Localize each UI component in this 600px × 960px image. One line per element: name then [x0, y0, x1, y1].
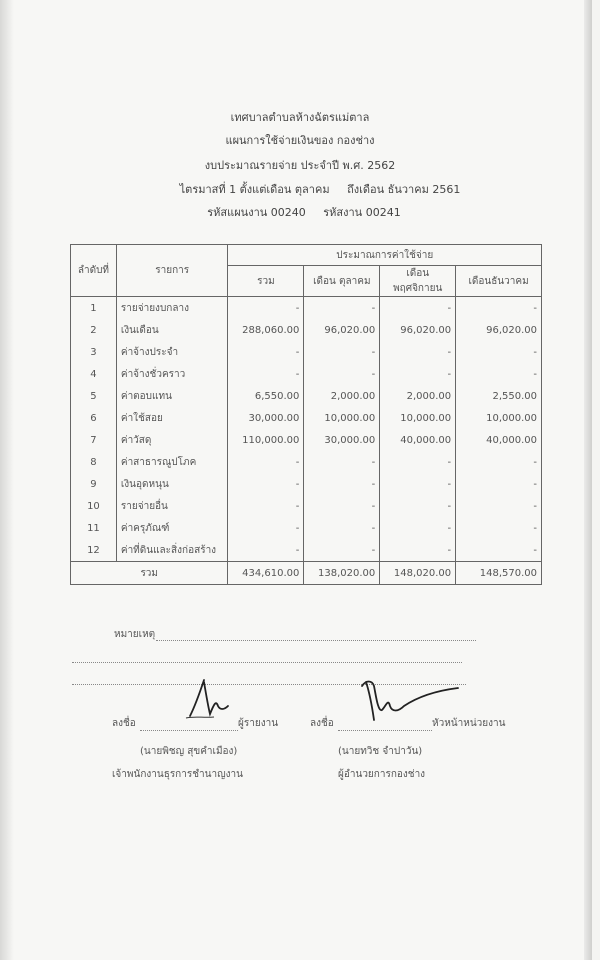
row-month2: - [380, 473, 456, 495]
left-sign-line [140, 730, 238, 731]
row-total: - [228, 473, 304, 495]
left-sign-prefix: ลงชื่อ [112, 718, 136, 729]
from-label: ตั้งแต่เดือน [239, 183, 292, 196]
row-no: 8 [71, 451, 117, 473]
row-item: ค่าใช้สอย [116, 407, 228, 429]
row-month2: - [380, 341, 456, 363]
to-year: 2561 [432, 183, 461, 196]
code-line [4, 203, 600, 221]
right-signer-name: (นายทวิช จำปาวัน) [338, 746, 423, 757]
row-no: 1 [71, 297, 117, 320]
budget-title: งบประมาณรายจ่าย ประจำปี พ.ศ. 2562 [204, 159, 396, 172]
right-sign-prefix: ลงชื่อ [310, 718, 334, 729]
total-label: รวม [71, 562, 228, 585]
row-month3: - [456, 495, 542, 517]
plan-code: 00240 [270, 206, 306, 219]
row-no: 10 [71, 495, 117, 517]
col-header-month2: เดือน พฤศจิกายน [380, 266, 456, 297]
row-no: 5 [71, 385, 117, 407]
table-row [71, 363, 542, 385]
table-total-row [71, 562, 542, 585]
table-row [71, 385, 542, 407]
table-row [71, 341, 542, 363]
row-total: - [228, 363, 304, 385]
table-row [71, 473, 542, 495]
row-no: 3 [71, 341, 117, 363]
table-row [71, 451, 542, 473]
row-month1: - [304, 473, 380, 495]
plan-code-label: รหัสแผนงาน [207, 206, 268, 219]
row-total: 110,000.00 [228, 429, 304, 451]
row-item: รายจ่ายงบกลาง [116, 297, 228, 320]
row-no: 7 [71, 429, 117, 451]
row-month3: - [456, 341, 542, 363]
plan-title: แผนการใช้จ่ายเงินของ กองช่าง [225, 134, 375, 147]
left-signer-position: เจ้าพนักงานธุรการชำนาญงาน [112, 769, 243, 780]
row-no: 6 [71, 407, 117, 429]
note-dotline-1 [156, 640, 476, 641]
right-signer-position: ผู้อำนวยการกองช่าง [338, 769, 426, 780]
table-row [71, 517, 542, 539]
row-month1: 30,000.00 [304, 429, 380, 451]
row-month3: 96,020.00 [456, 319, 542, 341]
budget-table [70, 244, 542, 585]
row-month3: - [456, 517, 542, 539]
row-no: 9 [71, 473, 117, 495]
note-dotline-2 [72, 662, 462, 663]
row-month1: - [304, 297, 380, 320]
row-month1: 96,020.00 [304, 319, 380, 341]
row-item: ค่าวัสดุ [116, 429, 228, 451]
row-total: - [228, 495, 304, 517]
row-month1: - [304, 451, 380, 473]
row-month2: - [380, 517, 456, 539]
col-header-group: ประมาณการค่าใช้จ่าย [228, 245, 542, 266]
row-total: - [228, 341, 304, 363]
to-label: ถึงเดือน [347, 183, 385, 196]
row-month2: 96,020.00 [380, 319, 456, 341]
row-month3: - [456, 539, 542, 562]
row-month3: 40,000.00 [456, 429, 542, 451]
row-month1: - [304, 363, 380, 385]
row-month3: - [456, 473, 542, 495]
row-month2: - [380, 363, 456, 385]
quarter-line [20, 180, 600, 198]
right-signature-mark [352, 676, 464, 728]
row-month3: 10,000.00 [456, 407, 542, 429]
row-item: ค่าจ้างชั่วคราว [116, 363, 228, 385]
note-label: หมายเหตุ [114, 629, 156, 640]
quarter-number: 1 [229, 183, 237, 196]
from-month: ตุลาคม [294, 183, 330, 196]
row-no: 4 [71, 363, 117, 385]
table-row [71, 297, 542, 320]
left-sign-role: ผู้รายงาน [238, 718, 279, 729]
left-signature-mark [178, 676, 232, 724]
row-total: 6,550.00 [228, 385, 304, 407]
row-item: ค่าสาธารณูปโภค [116, 451, 228, 473]
job-code: 00241 [365, 206, 401, 219]
row-total: - [228, 517, 304, 539]
table-row [71, 429, 542, 451]
row-month3: - [456, 297, 542, 320]
left-signer-name: (นายพิชญ สุขคำเมือง) [140, 746, 238, 757]
table-row [71, 495, 542, 517]
row-month3: 2,550.00 [456, 385, 542, 407]
right-sign-role: หัวหน้าหน่วยงาน [432, 718, 506, 729]
row-item: รายจ่ายอื่น [116, 495, 228, 517]
job-code-label: รหัสงาน [323, 206, 363, 219]
row-total: - [228, 297, 304, 320]
table-row [71, 319, 542, 341]
row-month1: - [304, 539, 380, 562]
row-item: ค่าตอบแทน [116, 385, 228, 407]
col-header-item: รายการ [116, 245, 228, 297]
col-header-total: รวม [228, 266, 304, 297]
col-header-month3: เดือนธันวาคม [456, 266, 542, 297]
to-month: ธันวาคม [387, 183, 429, 196]
total-month2: 148,020.00 [380, 562, 456, 585]
table-header-row [71, 245, 542, 266]
row-item: ค่าครุภัณฑ์ [116, 517, 228, 539]
row-month2: 40,000.00 [380, 429, 456, 451]
total-sum: 434,610.00 [228, 562, 304, 585]
row-total: - [228, 539, 304, 562]
row-month1: - [304, 341, 380, 363]
row-month2: - [380, 495, 456, 517]
row-item: เงินเดือน [116, 319, 228, 341]
row-month3: - [456, 451, 542, 473]
total-month3: 148,570.00 [456, 562, 542, 585]
row-month2: - [380, 539, 456, 562]
row-month2: 2,000.00 [380, 385, 456, 407]
total-month1: 138,020.00 [304, 562, 380, 585]
row-month1: 2,000.00 [304, 385, 380, 407]
row-month2: 10,000.00 [380, 407, 456, 429]
row-no: 11 [71, 517, 117, 539]
row-total: 30,000.00 [228, 407, 304, 429]
org-title: เทศบาลตำบลห้างฉัตรแม่ตาล [230, 111, 370, 124]
row-total: 288,060.00 [228, 319, 304, 341]
table-row [71, 407, 542, 429]
row-month1: - [304, 517, 380, 539]
row-no: 2 [71, 319, 117, 341]
row-month3: - [456, 363, 542, 385]
col-header-month1: เดือน ตุลาคม [304, 266, 380, 297]
table-body [71, 297, 542, 585]
row-item: ค่าจ้างประจำ [116, 341, 228, 363]
right-sign-line [338, 730, 432, 731]
quarter-label: ไตรมาสที่ [179, 183, 226, 196]
col-header-no: ลำดับที่ [71, 245, 117, 297]
row-month1: 10,000.00 [304, 407, 380, 429]
row-month1: - [304, 495, 380, 517]
table-row [71, 539, 542, 562]
row-month2: - [380, 451, 456, 473]
row-item: เงินอุดหนุน [116, 473, 228, 495]
row-month2: - [380, 297, 456, 320]
row-item: ค่าที่ดินและสิ่งก่อสร้าง [116, 539, 228, 562]
row-no: 12 [71, 539, 117, 562]
row-total: - [228, 451, 304, 473]
